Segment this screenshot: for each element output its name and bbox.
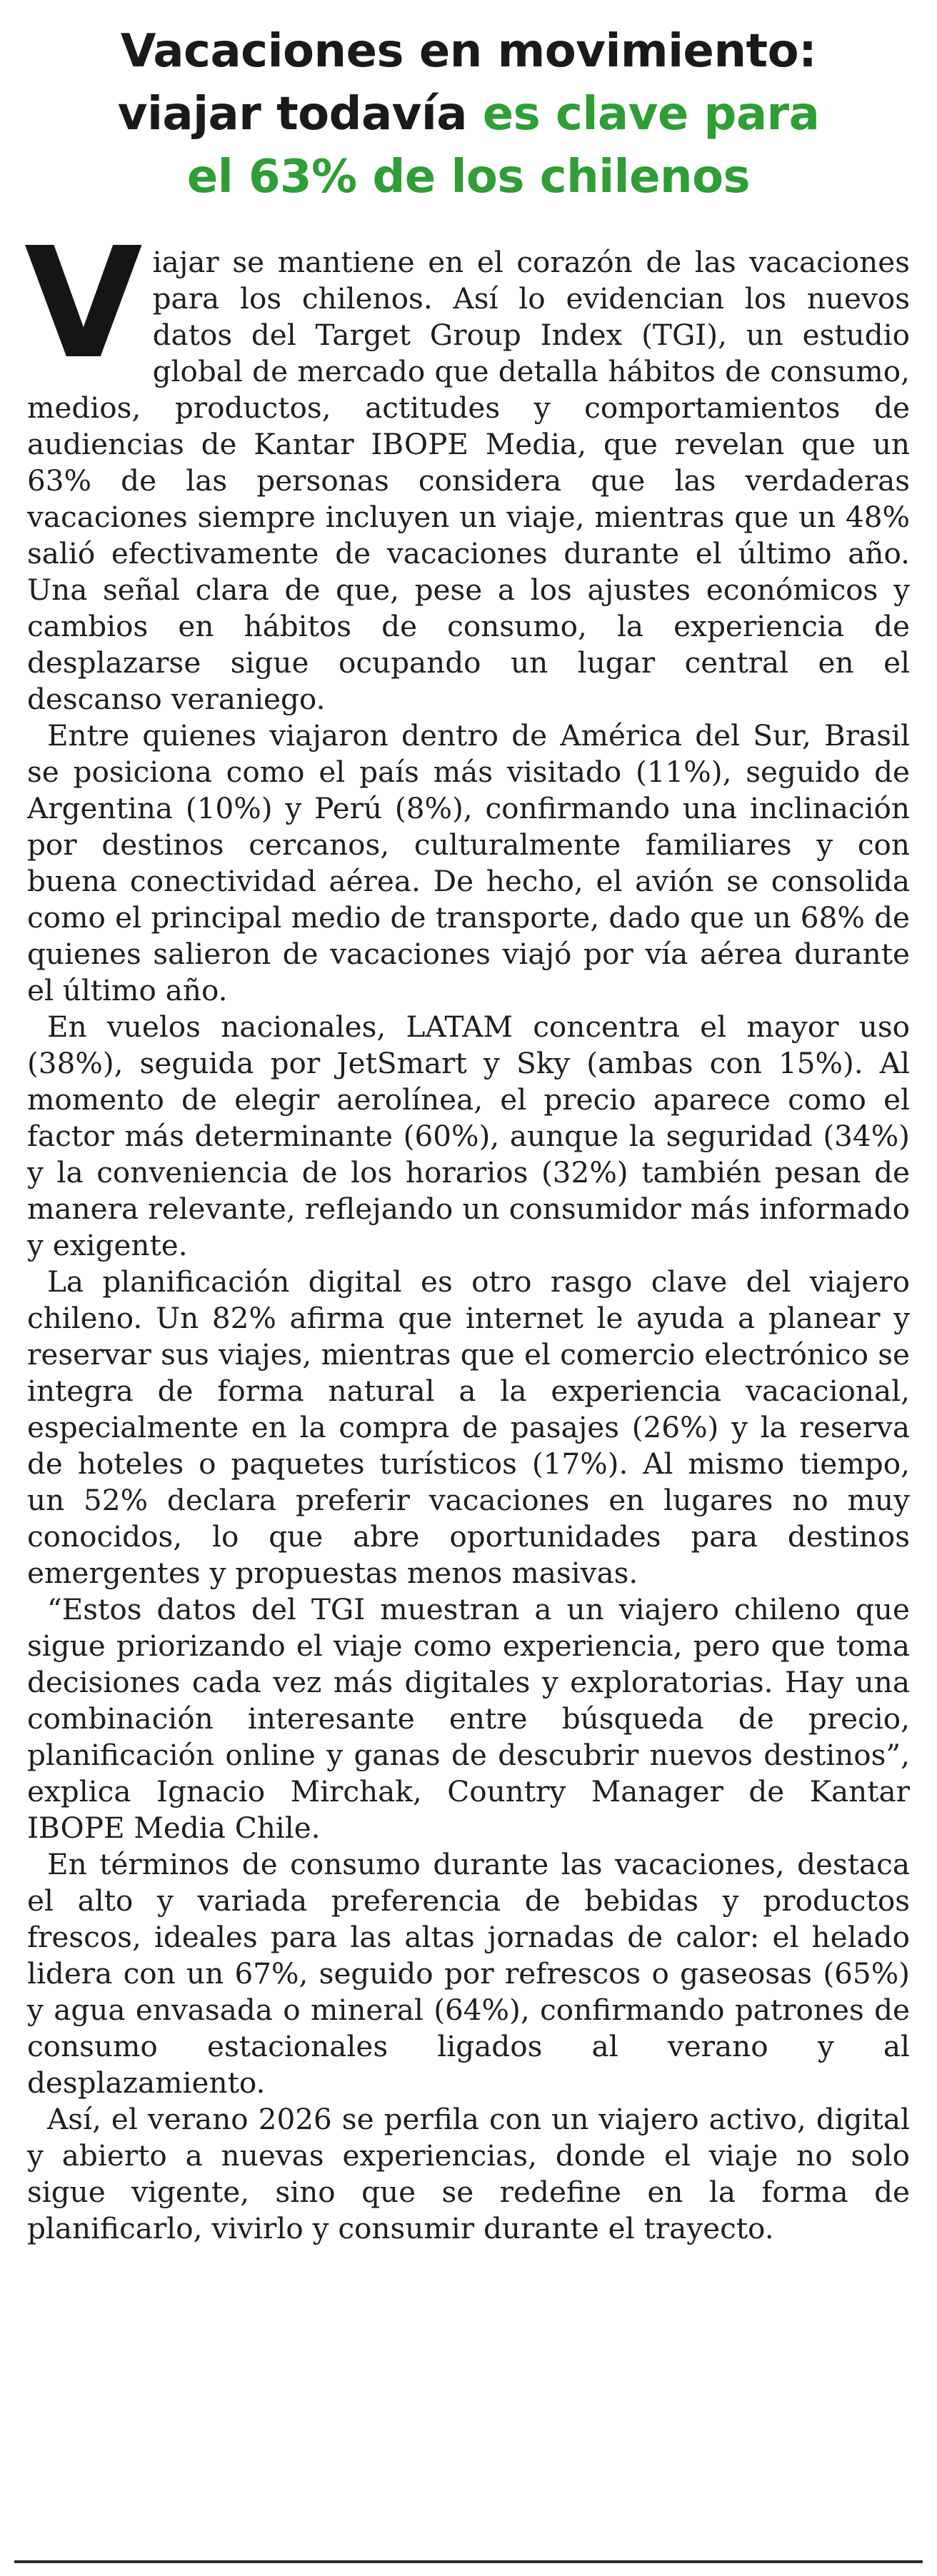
article-body (24, 215, 910, 2247)
headline-line-1: Vacaciones en movimiento: (120, 25, 817, 78)
paragraph-7: Así, el verano 2026 se perfila con un viajero activo, digital y abierto a nuevas experiencias, donde el viaje no solo sigue vigente, sino que se redefine en la forma de planificarlo, vivirlo y consumir durante el trayecto. (27, 2102, 910, 2245)
bottom-divider (14, 2560, 923, 2563)
paragraph-4: La planificación digital es otro rasgo clave del viajero chileno. Un 82% afirma que internet le ayuda a planear y reservar sus viajes, mientras que el comercio electrónico se integra de forma natural a la experiencia vacacional, especialmente en la compra de pasajes (26%) y la reserva de hoteles o paquetes turísticos (17%). Al mismo tiempo, un 52% declara preferir vacaciones en lugares no muy conocidos, lo que abre oportunidades para destinos emergentes y propuestas menos masivas. (27, 1264, 910, 1590)
paragraph-3: En vuelos nacionales, LATAM concentra el mayor uso (38%), seguida por JetSmart y Sky (ambas con 15%). Al momento de elegir aerolínea, el precio aparece como el factor más determinante (60%), aunque la seguridad (34%) y la conveniencia de los horarios (32%) también pesan de manera relevante, reflejando un consumidor más informado y exigente. (27, 1010, 910, 1262)
paragraph-2: Entre quienes viajaron dentro de América del Sur, Brasil se posiciona como el país más visitado (11%), seguido de Argentina (10%) y Perú (8%), confirmando una inclinación por destinos cercanos, culturalmente familiares y con buena conectividad aérea. De hecho, el avión se consolida como el principal medio de transporte, dado que un 68% de quienes salieron de vacaciones viajó por vía aérea durante el último año. (27, 718, 910, 1007)
paragraph-1-text: iajar se mantiene en el corazón de las vacaciones para los chilenos. Así lo evidencian los nuevos datos del Target Group Index (TGI), un estudio global de mercado que detalla hábitos de consumo, medios, productos, actitudes y comportamientos de audiencias de Kantar IBOPE Media, que revelan que un 63% de las personas considera que las verdaderas vacaciones siempre incluyen un viaje, mientras que un 48% salió efectivamente de vacaciones durante el último año. Una señal clara de que, pese a los ajustes económicos y cambios en hábitos de consumo, la experiencia de desplazarse sigue ocupando un lugar central en el descanso veraniego. (27, 245, 910, 716)
headline-line-2-part-2: es clave para (482, 88, 820, 141)
headline-line-3: el 63% de los chilenos (186, 151, 751, 203)
drop-cap: V (24, 215, 143, 393)
paragraph-5: “Estos datos del TGI muestran a un viajero chileno que sigue priorizando el viaje como experiencia, pero que toma decisiones cada vez más digitales y exploratorias. Hay una combinación interesante entre búsqueda de precio, planificación online y ganas de descubrir nuevos destinos”, explica Ignacio Mirchak, Country Manager de Kantar IBOPE Media Chile. (27, 1592, 910, 1845)
paragraph-1 (24, 215, 910, 718)
headline-line-2-part-1: viajar todavía (117, 88, 483, 141)
headline (27, 20, 910, 208)
paragraph-6: En términos de consumo durante las vacaciones, destaca el alto y variada preferencia de bebidas y productos frescos, ideales para las altas jornadas de calor: el helado lidera con un 67%, seguido por refrescos o gaseosas (65%) y agua envasada o mineral (64%), confirmando patrones de consumo estacionales ligados al verano y al desplazamiento. (27, 1847, 910, 2100)
